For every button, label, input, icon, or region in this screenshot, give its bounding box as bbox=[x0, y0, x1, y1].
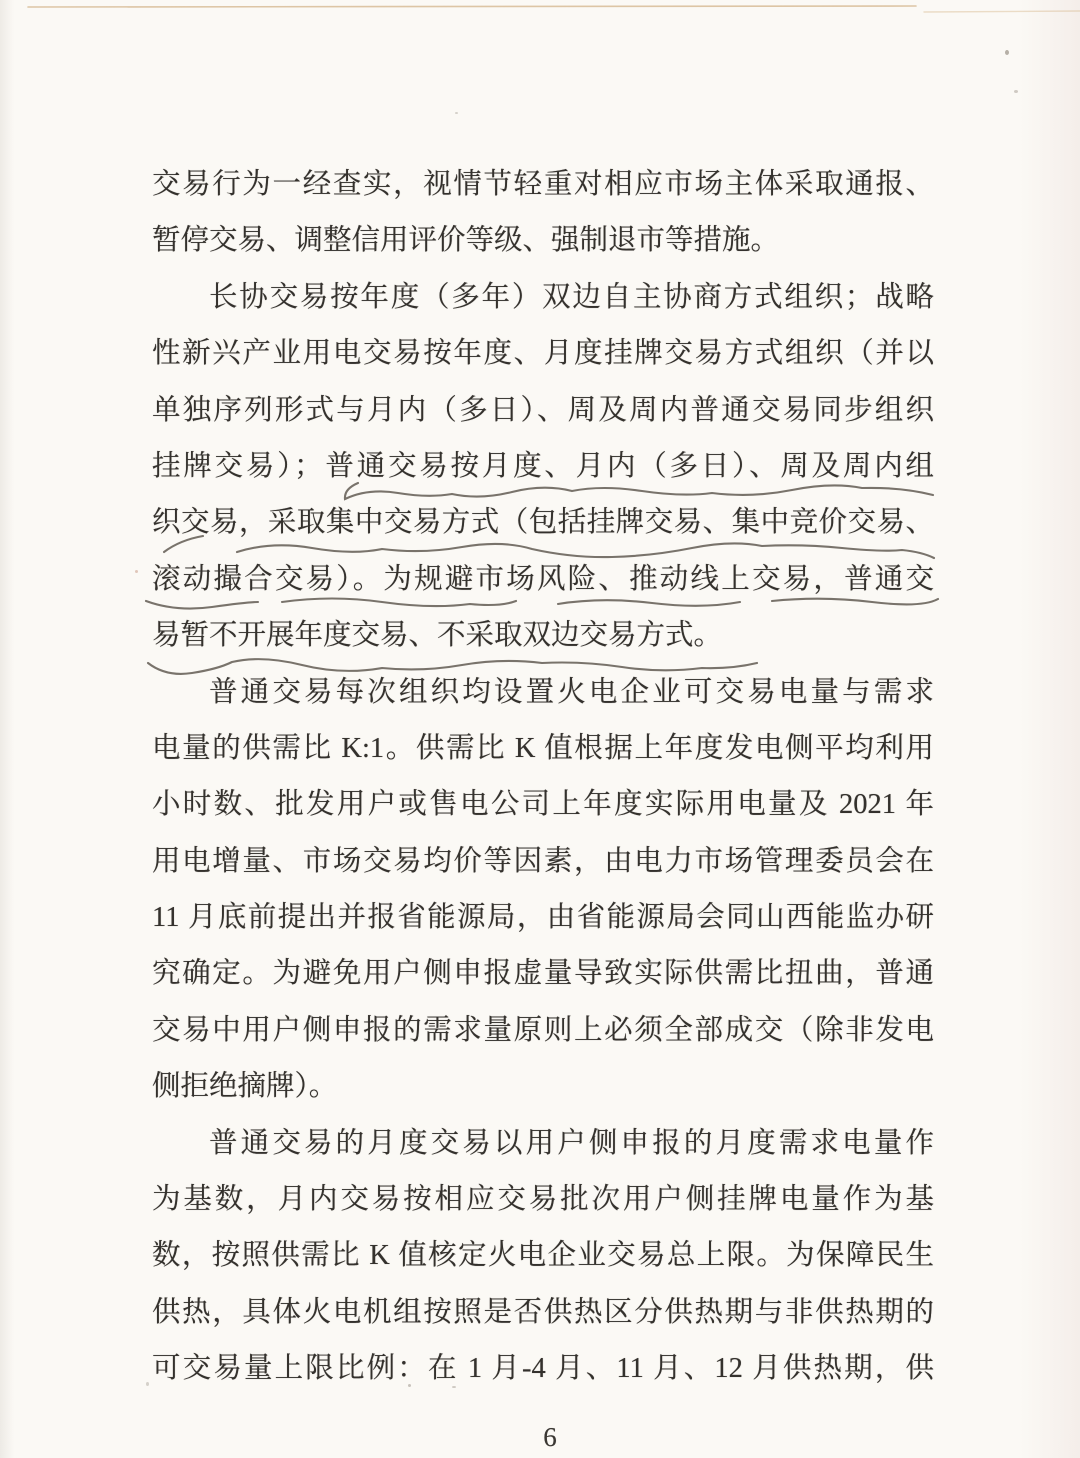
text-line: 织交易，采取集中交易方式（包括挂牌交易、集中竞价交易、 bbox=[152, 507, 934, 539]
scan-speck bbox=[146, 1382, 149, 1386]
text-line: 数，按照供需比 K 值核定火电企业交易总上限。为保障民生 bbox=[152, 1240, 934, 1272]
scan-speck bbox=[1005, 50, 1009, 55]
scan-edge-line bbox=[28, 6, 916, 7]
scan-edge-line bbox=[924, 11, 1080, 12]
text-line: 普通交易的月度交易以用户侧申报的月度需求电量作 bbox=[209, 1127, 934, 1159]
scan-speck bbox=[135, 570, 138, 573]
page-number: 6 bbox=[543, 1422, 557, 1452]
text-line: 性新兴产业用电交易按年度、月度挂牌交易方式组织（并以 bbox=[152, 338, 934, 370]
text-line: 长协交易按年度（多年）双边自主协商方式组织；战略 bbox=[209, 281, 934, 313]
text-line: 小时数、批发用户或售电公司上年度实际用电量及 2021 年 bbox=[152, 789, 934, 821]
text-line: 交易行为一经查实，视情节轻重对相应市场主体采取通报、 bbox=[152, 169, 934, 200]
text-line: 为基数，月内交易按相应交易批次用户侧挂牌电量作为基 bbox=[152, 1184, 934, 1216]
scan-speck bbox=[455, 112, 458, 114]
document-text-block bbox=[152, 157, 934, 1398]
scan-speck bbox=[408, 1384, 411, 1387]
text-line: 11 月底前提出并报省能源局，由省能源局会同山西能监办研 bbox=[152, 902, 934, 934]
text-line: 滚动撮合交易）。为规避市场风险、推动线上交易，普通交 bbox=[152, 563, 934, 595]
text-line: 挂牌交易）；普通交易按月度、月内（多日）、周及周内组 bbox=[152, 450, 934, 482]
scan-speck bbox=[1014, 90, 1018, 93]
text-line: 用电增量、市场交易均价等因素，由电力市场管理委员会在 bbox=[152, 845, 934, 877]
text-line: 供热，具体火电机组按照是否供热区分供热期与非供热期的 bbox=[152, 1296, 934, 1328]
text-line: 易暂不开展年度交易、不采取双边交易方式。 bbox=[152, 620, 723, 652]
text-line: 可交易量上限比例：在 1 月-4 月、11 月、12 月供热期，供 bbox=[152, 1353, 934, 1385]
text-line: 究确定。为避免用户侧申报虚量导致实际供需比扭曲，普通 bbox=[152, 958, 934, 990]
text-line: 电量的供需比 K:1。供需比 K 值根据上年度发电侧平均利用 bbox=[152, 732, 934, 764]
text-line: 单独序列形式与月内（多日）、周及周内普通交易同步组织 bbox=[152, 394, 934, 426]
scan-speck bbox=[452, 1386, 456, 1388]
text-line: 普通交易每次组织均设置火电企业可交易电量与需求 bbox=[209, 676, 934, 708]
text-line: 侧拒绝摘牌）。 bbox=[152, 1071, 338, 1103]
text-line: 暂停交易、调整信用评价等级、强制退市等措施。 bbox=[152, 225, 780, 257]
text-line: 交易中用户侧申报的需求量原则上必须全部成交（除非发电 bbox=[152, 1014, 934, 1046]
